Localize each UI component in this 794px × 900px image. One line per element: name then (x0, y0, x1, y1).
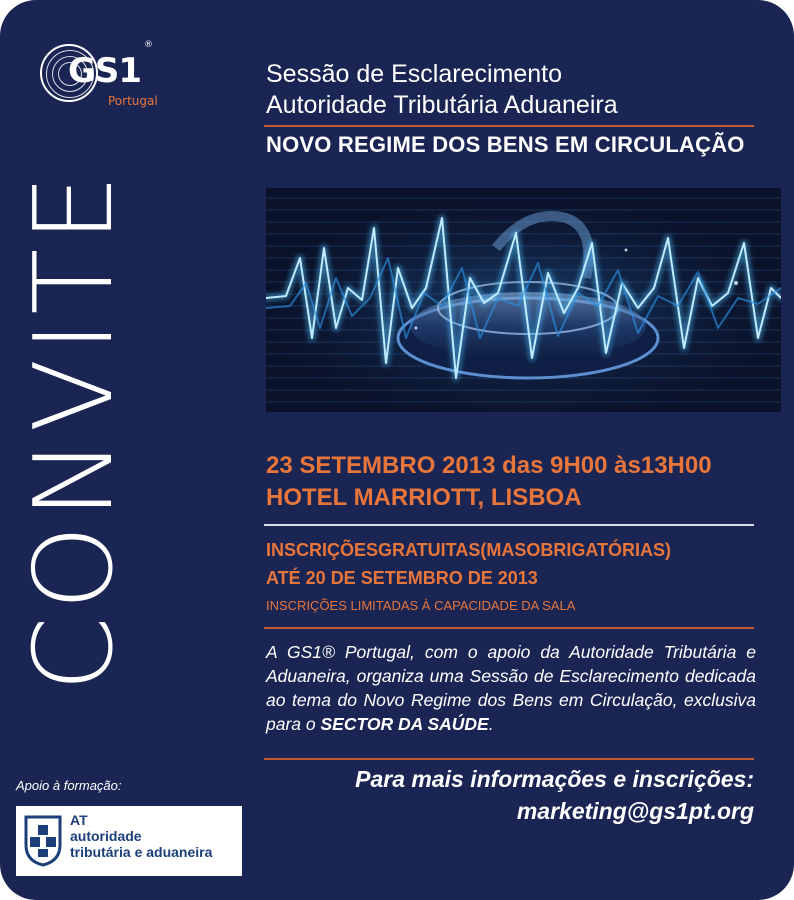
convite-title: CONVITE (12, 168, 137, 692)
at-name-line2: tributária e aduaneira (70, 844, 213, 860)
description-text: A GS1® Portugal, com o apoio da Autoridade Tributária e Aduaneira, organiza uma Sessão de Esclarecimento dedicada ao tema do Novo Regime dos Bens em Circulação, exclusiva para o (266, 642, 756, 734)
description-highlight: SECTOR DA SAÚDE (320, 714, 489, 734)
gs1-logo (38, 38, 168, 118)
contact-email[interactable]: marketing@gs1pt.org (516, 798, 754, 824)
description-divider (264, 758, 754, 760)
registration-free: INSCRIÇÕESGRATUITAS(MASOBRIGATÓRIAS) (266, 540, 671, 560)
registration-deadline: ATÉ 20 DE SETEMBRO DE 2013 (266, 568, 538, 588)
gs1-country: Portugal (108, 94, 158, 108)
authority-title: Autoridade Tributária Aduaneira (266, 91, 618, 119)
header-divider (264, 125, 754, 127)
registered-mark: ® (144, 40, 153, 50)
gs1-logo-mark: GS1 (68, 51, 142, 91)
at-logo (16, 806, 242, 876)
registration-note: INSCRIÇÕES LIMITADAS À CAPACIDADE DA SALA (266, 598, 576, 613)
event-venue: HOTEL MARRIOTT, LISBOA (266, 484, 582, 511)
headline: NOVO REGIME DOS BENS EM CIRCULAÇÃO (266, 132, 745, 157)
support-label: Apoio à formação: (16, 778, 122, 793)
session-title: Sessão de Esclarecimento (266, 60, 562, 88)
at-abbreviation: AT (70, 812, 88, 828)
vertical-title (0, 150, 150, 710)
event-date-time: 23 SETEMBRO 2013 das 9H00 às13H00 (266, 452, 712, 479)
registration-divider (264, 627, 754, 629)
description-end: . (488, 714, 494, 734)
event-description (266, 640, 756, 736)
event-divider (264, 524, 754, 526)
at-name-line1: autoridade (70, 828, 142, 844)
portuguese-shield-icon (24, 815, 62, 867)
heartbeat-stethoscope-image (266, 188, 781, 412)
contact-label: Para mais informações e inscrições: (355, 766, 754, 792)
